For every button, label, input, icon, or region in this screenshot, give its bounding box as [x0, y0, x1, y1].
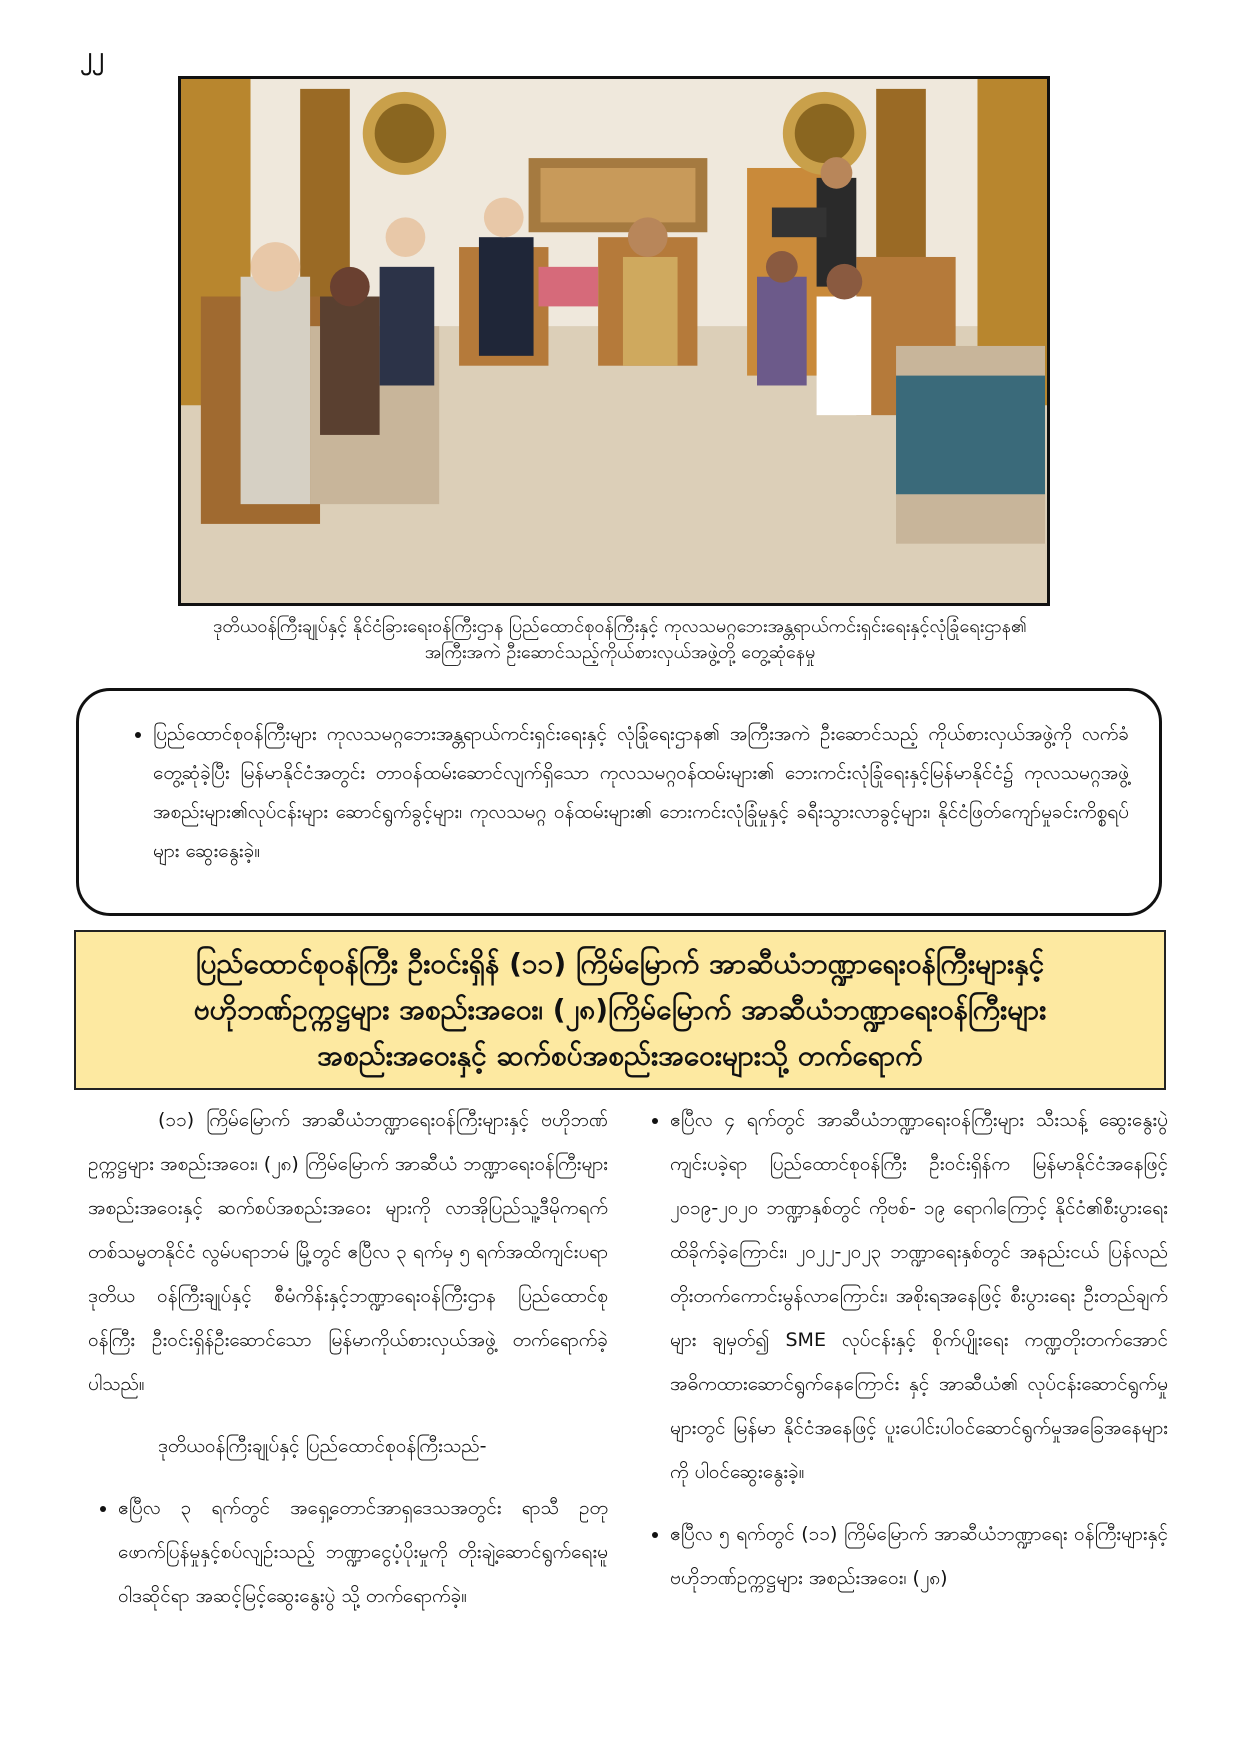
summary-box [76, 688, 1162, 916]
photo-caption [80, 614, 1160, 666]
page-number: ၂၂ [80, 42, 104, 70]
caption-line-2: အကြီးအကဲ ဦးဆောင်သည့်ကိုယ်စားလှယ်အဖွဲ့တို့ တွေ့ဆုံနေမှု [424, 642, 816, 663]
article-right-column [640, 1098, 1168, 1600]
headline-line-3: အစည်းအဝေးနှင့် ဆက်စပ်အစည်းအဝေးများသို့ တက်ရောက် [317, 1039, 923, 1072]
caption-line-1: ဒုတိယဝန်ကြီးချုပ်နှင့် နိုင်ငံခြားရေးဝန်ကြီးဌာန ပြည်ထောင်စုဝန်ကြီးနှင့် ကုလသမဂ္ဂဘေးအန္တရာယ်ကင်းရှင်းရေးနှင့်လုံခြုံရေးဌာန၏ [213, 616, 1027, 637]
article-left-column [88, 1098, 608, 1618]
right-bullet-item-2: • ဧပြီလ ၅ ရက်တွင် (၁၁) ကြိမ်မြောက် အာဆီယံဘဏ္ဍာရေး ဝန်ကြီးများနှင့် ဗဟိုဘဏ်ဥက္ကဋ္ဌများ အစည်းအဝေး၊ (၂၈) [670, 1512, 1168, 1600]
right-bullet-item-1: • ဧပြီလ ၄ ရက်တွင် အာဆီယံဘဏ္ဍာရေးဝန်ကြီးများ သီးသန့် ဆွေးနွေးပွဲကျင်းပခဲ့ရာ ပြည်ထောင်စုဝန်ကြီး ဦးဝင်းရှိန်က မြန်မာနိုင်ငံအနေဖြင့် ၂၀၁၉-၂၀၂၀ ဘဏ္ဍာနှစ်တွင် ကိုဗစ်- ၁၉ ရောဂါကြောင့် နိုင်ငံ၏စီးပွားရေးထိခိုက်ခဲ့ကြောင်း၊ ၂၀၂၂-၂၀၂၃ ဘဏ္ဍာရေးနှစ်တွင် အနည်းငယ် ပြန်လည် တိုးတက်ကောင်းမွန်လာကြောင်း၊ အစိုးရအနေဖြင့် စီးပွားရေး ဦးတည်ချက်များ ချမှတ်၍ SME လုပ်ငန်းနှင့် စိုက်ပျိုးရေး ကဏ္ဍတိုးတက်အောင် အဓိကထားဆောင်ရွက်နေကြောင်း နှင့် အာဆီယံ၏ လုပ်ငန်းဆောင်ရွက်မှုများတွင် မြန်မာ နိုင်ငံအနေဖြင့် ပူးပေါင်းပါဝင်ဆောင်ရွက်မှုအခြေအနေများ ကို ပါဝင်ဆွေးနွေးခဲ့။ [670, 1098, 1168, 1494]
headline-box [74, 930, 1166, 1090]
left-bullet-item-1: • ဧပြီလ ၃ ရက်တွင် အရှေ့တောင်အာရှဒေသအတွင်း ရာသီ ဥတုဖောက်ပြန်မှုနှင့်စပ်လျဉ်းသည့် ဘဏ္ဍာငွေပံ့ပိုးမှုကို တိုးချဲ့ဆောင်ရွက်ရေးမူဝါဒဆိုင်ရာ အဆင့်မြင့်ဆွေးနွေးပွဲ သို့ တက်ရောက်ခဲ့။ [118, 1486, 608, 1618]
headline-line-1: ပြည်ထောင်စုဝန်ကြီး ဦးဝင်းရှိန် (၁၁) ကြိမ်မြောက် အာဆီယံဘဏ္ဍာရေးဝန်ကြီးများနှင့် [195, 947, 1045, 980]
right-bullet-list [640, 1098, 1168, 1600]
left-bullet-list [88, 1486, 608, 1618]
summary-item: • ပြည်ထောင်စုဝန်ကြီးများ ကုလသမဂ္ဂဘေးအန္တရာယ်ကင်းရှင်းရေးနှင့် လုံခြုံရေးဌာန၏ အကြီးအကဲ ဦးဆောင်သည့် ကိုယ်စားလှယ်အဖွဲ့ကို လက်ခံတွေ့ဆုံခဲ့ပြီး မြန်မာနိုင်ငံအတွင်း တာဝန်ထမ်းဆောင်လျက်ရှိသော ကုလသမဂ္ဂဝန်ထမ်းများ၏ ဘေးကင်းလုံခြုံရေးနှင့်မြန်မာနိုင်ငံ၌ ကုလသမဂ္ဂအဖွဲ့အစည်းများ၏လုပ်ငန်းများ ဆောင်ရွက်ခွင့်များ၊ ကုလသမဂ္ဂ ဝန်ထမ်းများ၏ ဘေးကင်းလုံခြုံမှုနှင့် ခရီးသွားလာခွင့်များ၊ နိုင်ငံဖြတ်ကျော်မှုခင်းကိစ္စရပ်များ ဆွေးနွေးခဲ့။ [153, 715, 1129, 871]
summary-list [123, 715, 1129, 871]
article-paragraph-1: (၁၁) ကြိမ်မြောက် အာဆီယံဘဏ္ဍာရေးဝန်ကြီးများနှင့် ဗဟိုဘဏ်ဥက္ကဋ္ဌများ အစည်းအဝေး၊ (၂၈) ကြိမ်မြောက် အာဆီယံ ဘဏ္ဍာရေးဝန်ကြီးများ အစည်းအဝေးနှင့် ဆက်စပ်အစည်းအဝေး များကို လာအိုပြည်သူ့ဒီမိုကရက်တစ်သမ္မတနိုင်ငံ လွမ်ပရာဘမ် မြို့တွင် ဧပြီလ ၃ ရက်မှ ၅ ရက်အထိကျင်းပရာ ဒုတိယ ဝန်ကြီးချုပ်နှင့် စီမံကိန်းနှင့်ဘဏ္ဍာရေးဝန်ကြီးဌာန ပြည်ထောင်စု ဝန်ကြီး ဦးဝင်းရှိန်ဦးဆောင်သော မြန်မာကိုယ်စားလှယ်အဖွဲ့ တက်ရောက်ခဲ့ပါသည်။ [88, 1109, 608, 1395]
headline-line-2: ဗဟိုဘဏ်ဥက္ကဋ္ဌများ အစည်းအဝေး၊ (၂၈)ကြိမ်မြောက် အာဆီယံဘဏ္ဍာရေးဝန်ကြီးများ [193, 993, 1047, 1026]
article-paragraph-2: ဒုတိယဝန်ကြီးချုပ်နှင့် ပြည်ထောင်စုဝန်ကြီးသည်- [158, 1435, 487, 1457]
meeting-photo [178, 76, 1050, 606]
meeting-photo-illustration [181, 79, 1047, 603]
